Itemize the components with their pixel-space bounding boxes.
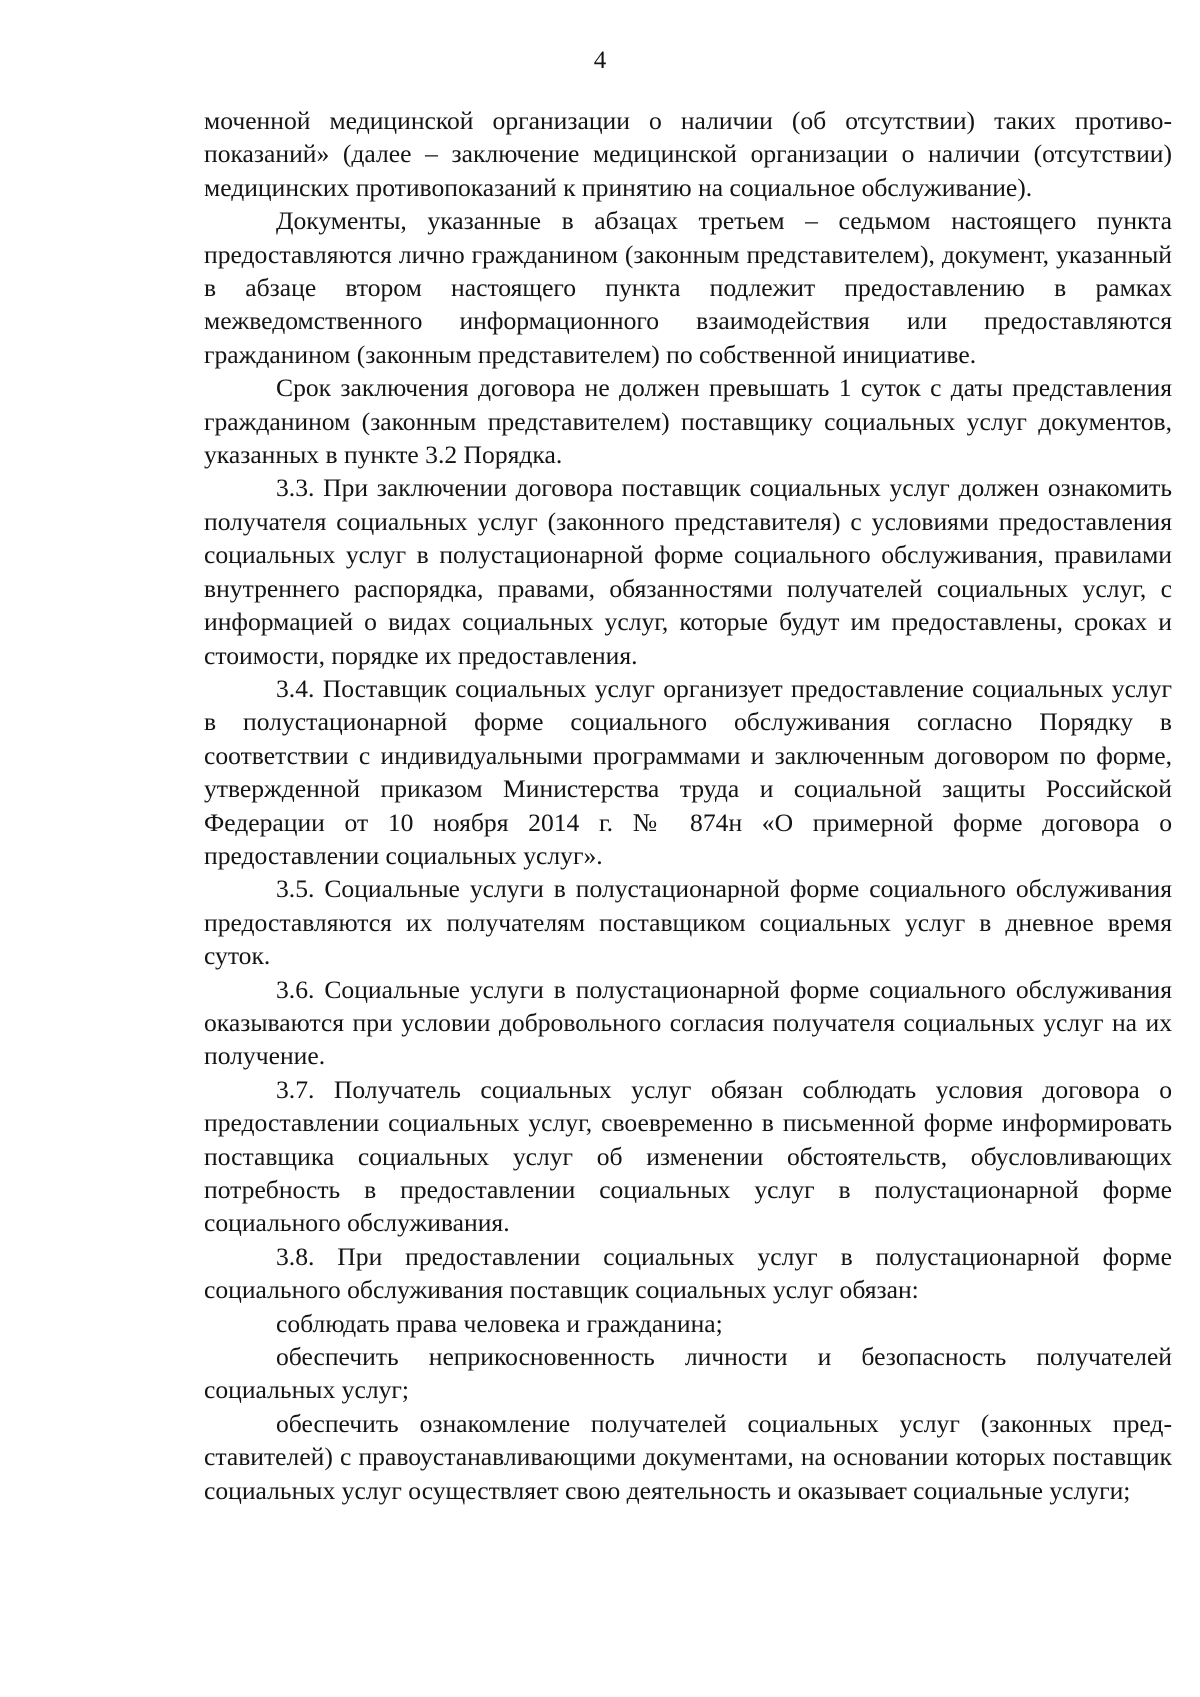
paragraph-3-5: 3.5. Социальные услуги в полустационарной форме социального обслуживания предоставляются их получателям поставщиком социальных услуг в дневное время суток. xyxy=(204,874,1172,971)
list-item: соблюдать права человека и гражданина; xyxy=(276,1308,723,1338)
paragraph-3-3: 3.3. При заключении договора поставщик социальных услуг должен ознакомить получателя социальных услуг (законного представителя) с условиями предоставления социальных услуг в полустационарной форме социального обслуживания, правилами внутреннего распорядка, правами, обязанностями получателей социальных услуг, с информацией о видах социальных услуг, которые будут им предоставлены, сроках и стоимости, порядке их предоставления. xyxy=(204,473,1172,670)
list-item: обеспечить ознакомление получателей социальных услуг (законных представителей) с правоустанавливающими документами, на основании которых поставщик социальных услуг осуществляет свою деятельность и оказывает социальные услуги; xyxy=(204,1408,1172,1505)
document-body xyxy=(204,104,1172,1507)
paragraph-3-7: 3.7. Получатель социальных услуг обязан соблюдать условия договора о предоставлении социальных услуг, своевременно в письменной форме информировать поставщика социальных услуг об изменении обстоятельств, обусловливающих потребность в предоставлении социальных услуг в полустационарной форме социального обслуживания. xyxy=(204,1074,1172,1238)
paragraph-3-4: 3.4. Поставщик социальных услуг организует предоставление социальных услуг в полустационарной форме социального обслуживания согласно Порядку в соответствии с индивидуальными программами и заключенным договором по форме, утвержденной приказом Министерства труда и социальной защиты Российской Федерации от 10 ноября 2014 г. № 874н «О примерной форме договора о предоставлении социальных услуг». xyxy=(204,673,1172,870)
paragraph-3-6: 3.6. Социальные услуги в полустационарной форме социального обслуживания оказываются при условии добровольного согласия получателя социальных услуг на их получение. xyxy=(204,974,1172,1071)
paragraph: моченной медицинской организации о наличии (об отсутствии) таких противопоказаний» (далее – заключение медицинской организации о наличии (отсутствии) медицинских противопоказаний к принятию на социальное обслуживание). xyxy=(204,106,1172,202)
page-number: 4 xyxy=(593,47,607,74)
paragraph-3-8: 3.8. При предоставлении социальных услуг в полустационарной форме социального обслуживания поставщик социальных услуг обязан: xyxy=(204,1241,1172,1305)
paragraph: Документы, указанные в абзацах третьем – седьмом настоящего пункта предоставляются лично гражданином (законным представителем), документ, указанный в абзаце втором настоящего пункта подлежит предоставлению в рамках межведомственного информационного взаимодействия или предоставляются гражданином (законным представителем) по собственной инициативе. xyxy=(204,206,1172,369)
paragraph: Срок заключения договора не должен превышать 1 суток с даты представления гражданином (законным представителем) поставщику социальных услуг документов, указанных в пункте 3.2 Порядка. xyxy=(204,373,1172,470)
list-item: обеспечить неприкосновенность личности и безопасность получателей социальных услуг; xyxy=(204,1342,1172,1405)
